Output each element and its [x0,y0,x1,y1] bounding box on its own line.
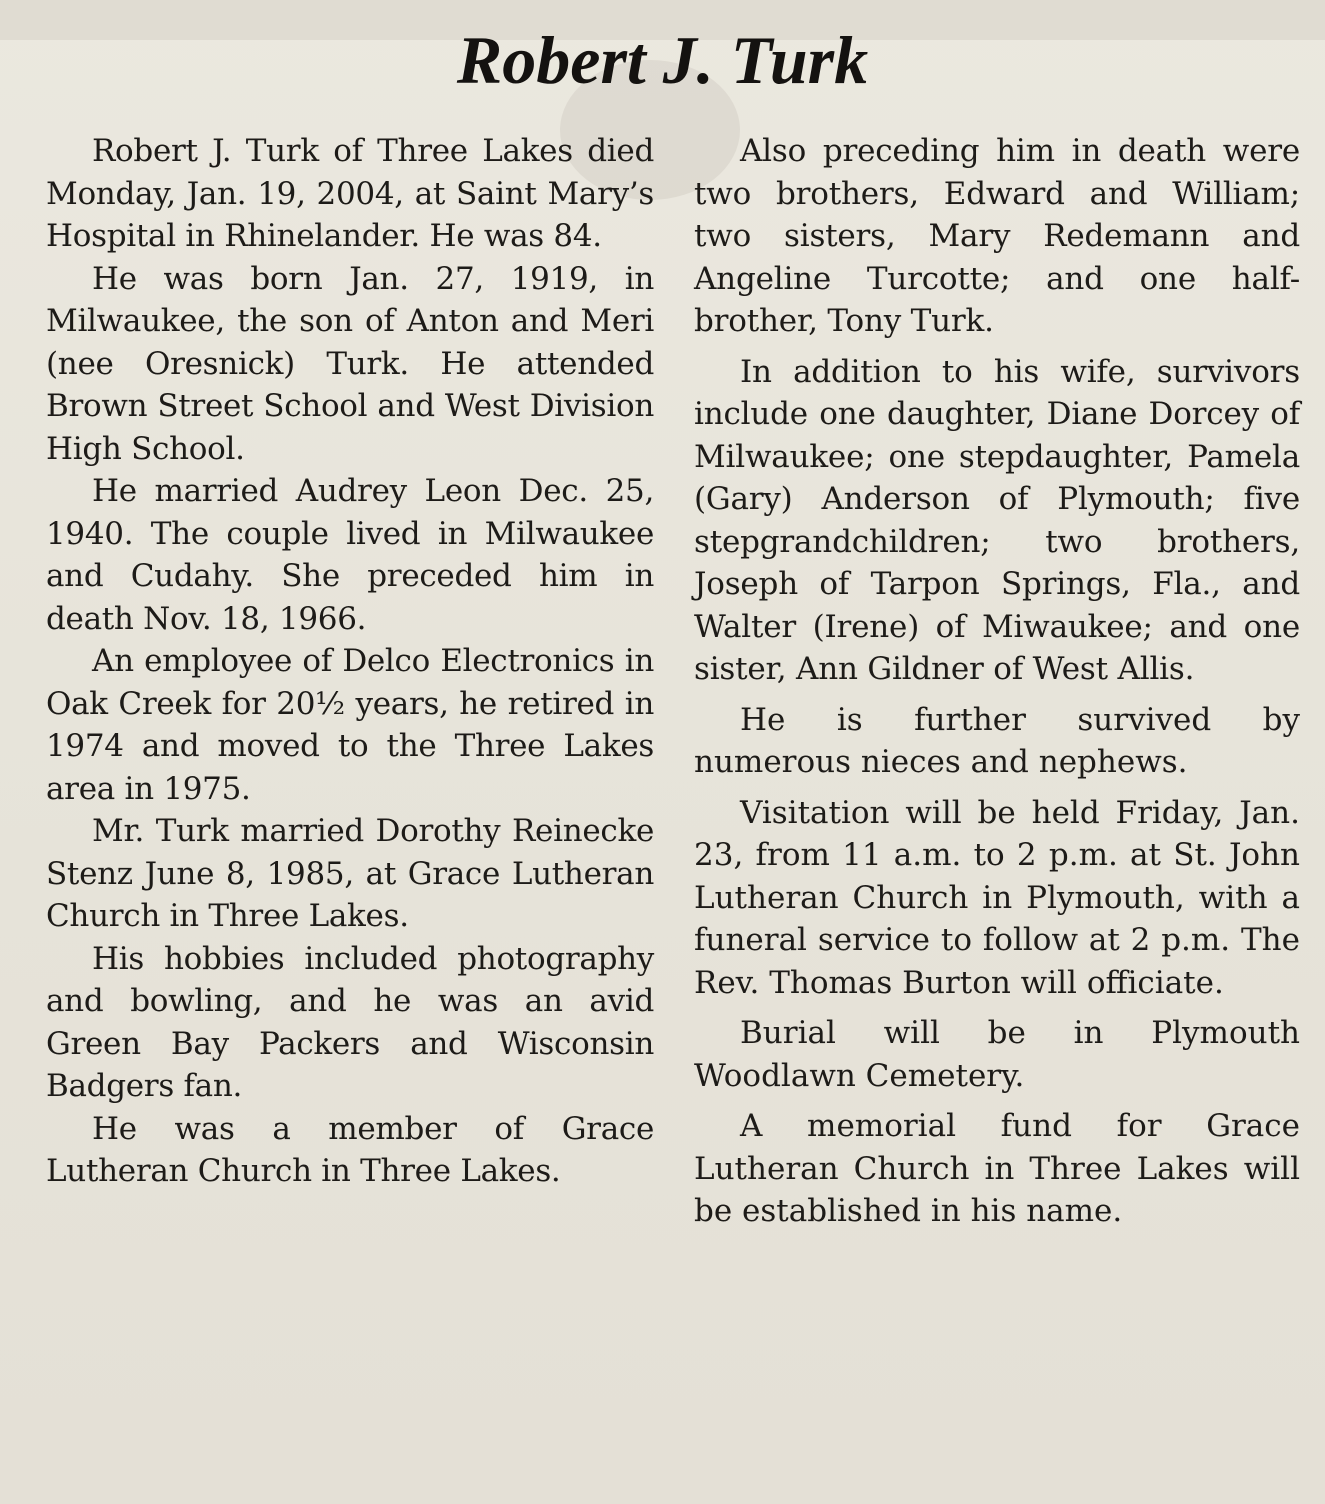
paragraph-employment: An employee of Delco Electronics in Oak Creek for 20½ years, he retired in 1974 and moved to the Three Lakes area in 1975. [46,643,654,807]
paragraph-birth: He was born Jan. 27, 1919, in Milwaukee, the son of Anton and Meri (nee Oresnick) Turk. He attended Brown Street School and West Division High School. [46,260,654,467]
paragraph-memorial-fund: A memorial fund for Grace Lutheran Church in Three Lakes will be established in his name. [694,1108,1300,1229]
obituary-title: Robert J. Turk [456,22,869,98]
right-column [694,130,1300,1233]
paragraph-preceded-in-death: Also preceding him in death were two brothers, Edward and William; two sisters, Mary Redemann and Angeline Turcotte; and one half-brother, Tony Turk. [694,133,1300,339]
paragraph-nieces-nephews: He is further survived by numerous nieces and nephews. [694,701,1300,780]
paragraph-burial: Burial will be in Plymouth Woodlawn Cemetery. [694,1015,1300,1094]
paragraph-church-membership: He was a member of Grace Lutheran Church in Three Lakes. [46,1110,654,1189]
paragraph-second-marriage: Mr. Turk married Dorothy Reinecke Stenz June 8, 1985, at Grace Lutheran Church in Three Lakes. [46,813,654,934]
paragraph-survivors: In addition to his wife, survivors include one daughter, Diane Dorcey of Milwaukee; one stepdaughter, Pamela (Gary) Anderson of Plymouth; five stepgrandchildren; two brothers, Joseph of Tarpon Springs, Fla., and Walter (Irene) of Miwaukee; and one sister, Ann Gildner of West Allis. [694,353,1300,687]
paragraph-visitation: Visitation will be held Friday, Jan. 23, from 11 a.m. to 2 p.m. at St. John Lutheran Church in Plymouth, with a funeral service to follow at 2 p.m. The Rev. Thomas Burton will officiate. [694,794,1300,1001]
paragraph-death-notice: Robert J. Turk of Three Lakes died Monday, Jan. 19, 2004, at Saint Mary’s Hospital in Rhinelander. He was 84. [46,133,654,254]
paragraph-hobbies: His hobbies included photography and bowling, and he was an avid Green Bay Packers and Wisconsin Badgers fan. [46,940,654,1104]
paragraph-first-marriage: He married Audrey Leon Dec. 25, 1940. The couple lived in Milwaukee and Cudahy. She preceded him in death Nov. 18, 1966. [46,473,654,637]
left-column [46,130,654,1193]
